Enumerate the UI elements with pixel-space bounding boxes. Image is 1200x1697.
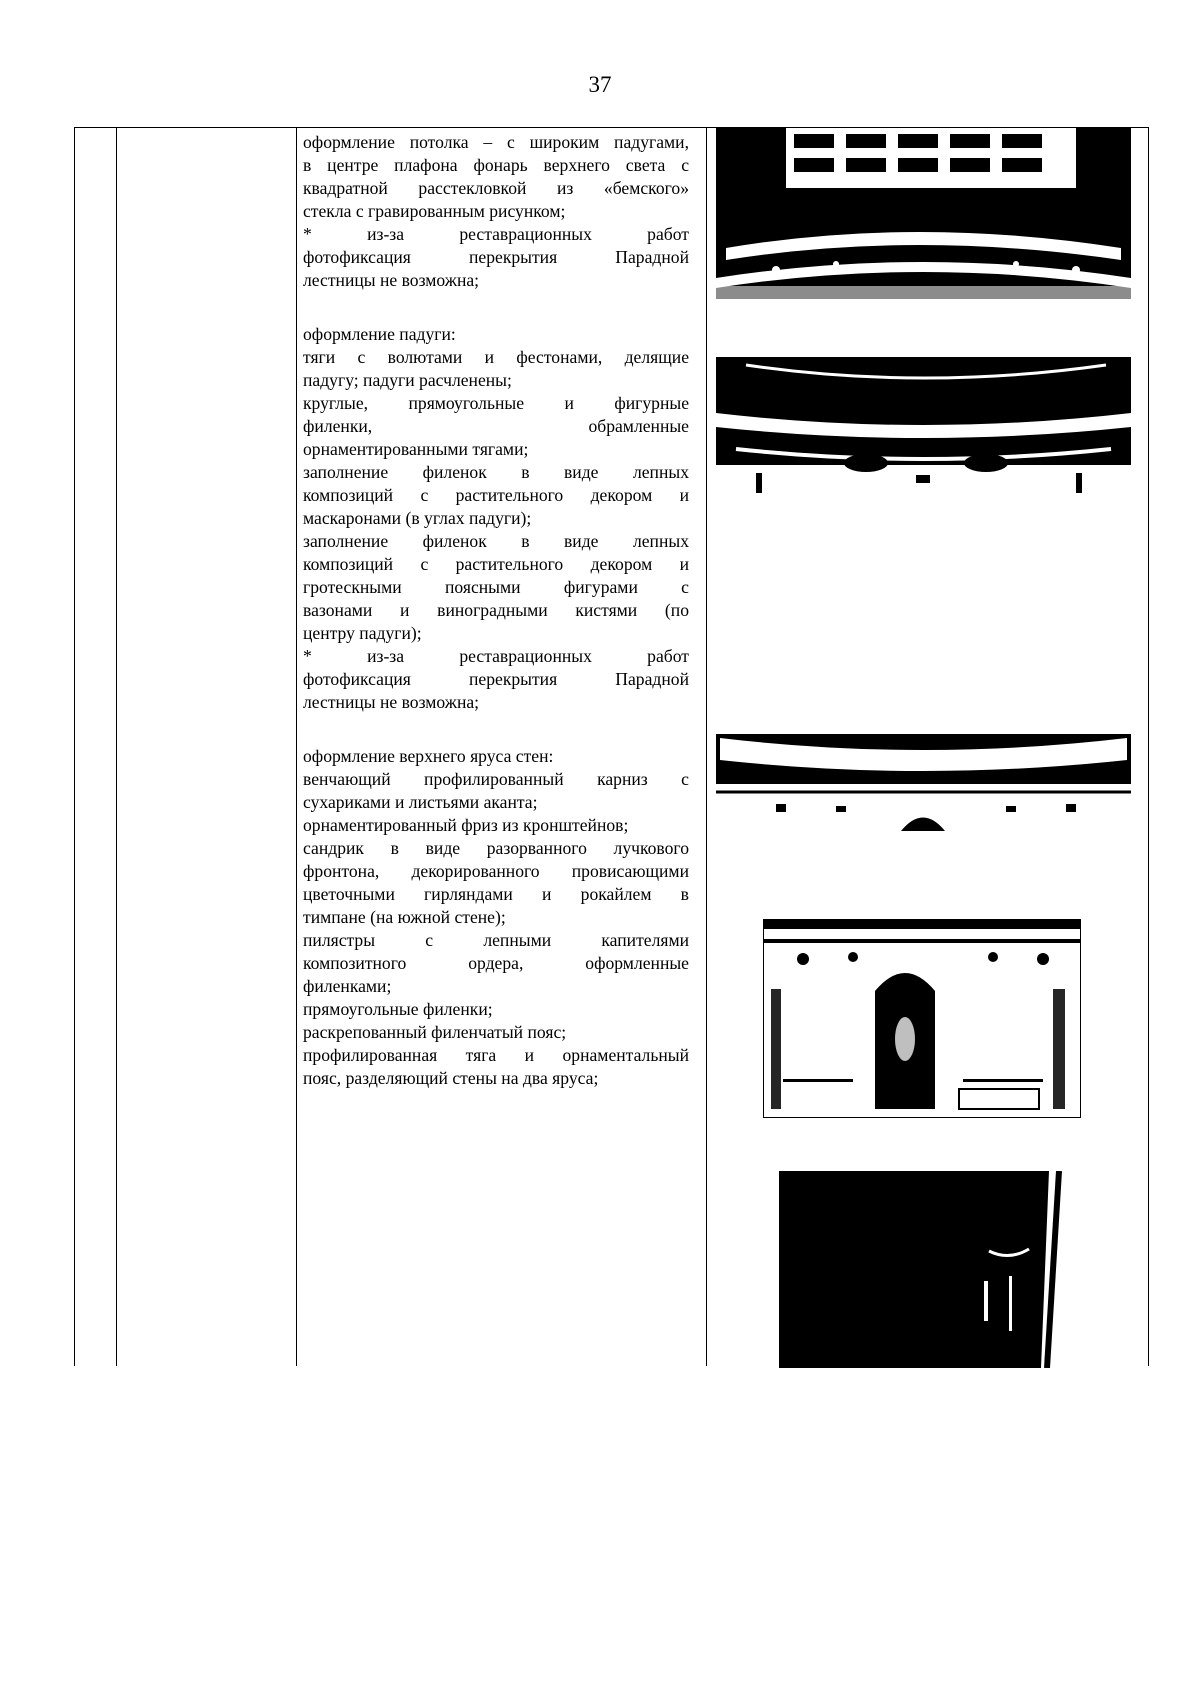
text-line: гротескными поясными фигурами с: [303, 577, 689, 597]
text-line: заполнение филенок в виде лепных: [303, 462, 689, 482]
cove-description: [303, 323, 689, 714]
table-border-right: [1148, 127, 1149, 1366]
staircase-detail-photo: [779, 1171, 1070, 1368]
text-line: маскаронами (в углах падуги);: [303, 508, 532, 528]
text-line: пилястры с лепными капителями: [303, 930, 689, 950]
text-line: орнаментированными тягами;: [303, 439, 529, 459]
text-line: сухариками и листьями аканта;: [303, 792, 538, 812]
ceiling-description: [303, 131, 689, 292]
text-line: композитного ордера, оформленные: [303, 953, 689, 973]
text-line: сандрик в виде разорванного лучкового: [303, 838, 689, 858]
text-line: вазонами и виноградными кистями (по: [303, 600, 689, 620]
text-line: оформление верхнего яруса стен:: [303, 746, 554, 766]
text-line: стекла с гравированным рисунком;: [303, 201, 566, 221]
text-line: квадратной расстекловкой из «бемского»: [303, 178, 689, 198]
text-line: фронтона, декорированного провисающими: [303, 861, 689, 881]
wall-niche-photo: [763, 919, 1081, 1118]
text-line: падугу; падуги расчленены;: [303, 370, 512, 390]
text-line: композиций с растительного декором и: [303, 554, 689, 574]
ceiling-skylight-photo: [716, 128, 1131, 299]
table-divider-2: [296, 127, 297, 1366]
text-line: оформление падуги:: [303, 324, 456, 344]
text-line: цветочными гирляндами и рокайлем в: [303, 884, 689, 904]
text-line: лестницы не возможна;: [303, 270, 480, 290]
upper-wall-photo: [716, 734, 1131, 831]
table-divider-1: [116, 127, 117, 1366]
text-line: круглые, прямоугольные и фигурные: [303, 393, 689, 413]
cove-photo: [716, 353, 1131, 508]
text-line: композиций с растительного декором и: [303, 485, 689, 505]
text-line: филенки, обрамленные: [303, 416, 689, 436]
text-line: орнаментированный фриз из кронштейнов;: [303, 815, 629, 835]
table-border-left: [74, 127, 75, 1366]
text-line: раскрепованный филенчатый пояс;: [303, 1022, 567, 1042]
text-line: * из-за реставрационных работ: [303, 224, 689, 244]
text-line: фотофиксация перекрытия Парадной: [303, 247, 689, 267]
text-line: оформление потолка – с широким падугами,: [303, 132, 689, 152]
text-line: филенками;: [303, 976, 392, 996]
text-line: в центре плафона фонарь верхнего света с: [303, 155, 689, 175]
text-line: тимпане (на южной стене);: [303, 907, 506, 927]
text-line: заполнение филенок в виде лепных: [303, 531, 689, 551]
text-line: фотофиксация перекрытия Парадной: [303, 669, 689, 689]
text-line: пояс, разделяющий стены на два яруса;: [303, 1068, 599, 1088]
text-line: центру падуги);: [303, 623, 422, 643]
text-line: венчающий профилированный карниз с: [303, 769, 689, 789]
text-line: тяги с волютами и фестонами, делящие: [303, 347, 689, 367]
text-line: прямоугольные филенки;: [303, 999, 493, 1019]
upper-wall-description: [303, 745, 689, 1090]
table-divider-3: [706, 127, 707, 1366]
text-line: лестницы не возможна;: [303, 692, 480, 712]
page-number: 37: [588, 72, 612, 97]
text-line: профилированная тяга и орнаментальный: [303, 1045, 689, 1065]
description-cell: [303, 131, 689, 1121]
text-line: * из-за реставрационных работ: [303, 646, 689, 666]
